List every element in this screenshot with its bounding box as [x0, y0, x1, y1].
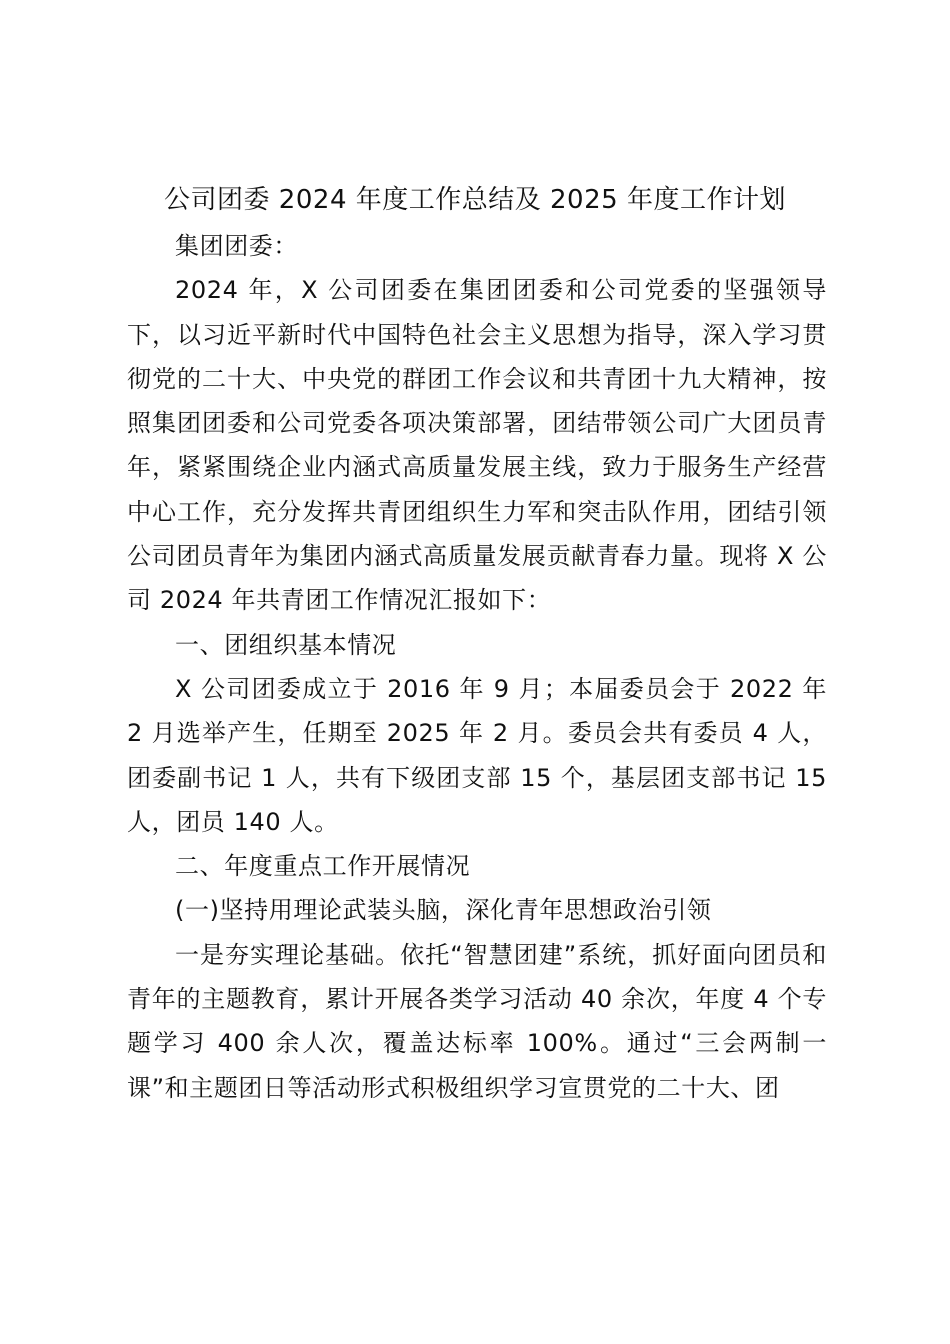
paragraph-theory: 一是夯实理论基础。依托“智慧团建”系统，抓好面向团员和青年的主题教育，累计开展各类学习活动 40 余次，年度 4 个专题学习 400 余人次，覆盖达标率 100%。通过“三会两制一课”和主题团日等活动形式积极组织学习宣贯党的二十大、团: [127, 940, 827, 1102]
section-heading-1: 一、团组织基本情况: [175, 630, 397, 659]
document-body: [127, 224, 827, 1110]
paragraph-basic-info: X 公司团委成立于 2016 年 9 月；本届委员会于 2022 年 2 月选举产生，任期至 2025 年 2 月。委员会共有委员 4 人，团委副书记 1 人，共有下级团支部 15 个，基层团支部书记 15 人，团员 140 人。: [127, 674, 827, 836]
salutation: 集团团委：: [175, 232, 298, 260]
document-title: 公司团委 2024 年度工作总结及 2025 年度工作计划: [164, 185, 786, 215]
section-heading-2: 二、年度重点工作开展情况: [175, 852, 471, 881]
subsection-heading-1: (一)坚持用理论武装头脑，深化青年思想政治引领: [175, 896, 712, 925]
paragraph-intro: 2024 年，X 公司团委在集团团委和公司党委的坚强领导下，以习近平新时代中国特色社会主义思想为指导，深入学习贯彻党的二十大、中央党的群团工作会议和共青团十九大精神，按照集团团委和公司党委各项决策部署，团结带领公司广大团员青年，紧紧围绕企业内涵式高质量发展主线，致力于服务生产经营中心工作，充分发挥共青团组织生力军和突击队作用，团结引领公司团员青年为集团内涵式高质量发展贡献青春力量。现将 X 公司 2024 年共青团工作情况汇报如下：: [127, 276, 827, 615]
